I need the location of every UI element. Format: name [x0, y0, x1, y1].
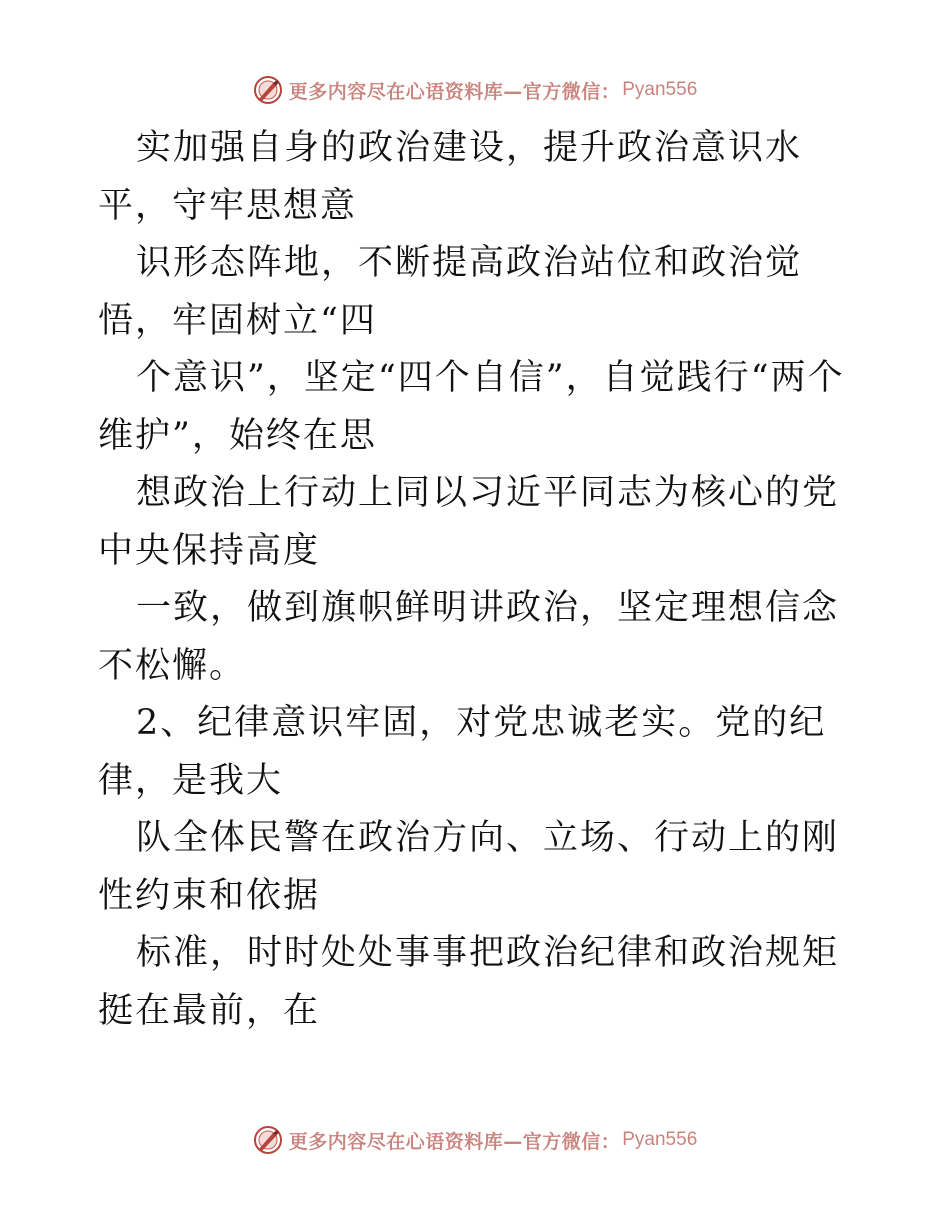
paragraph: 一致，做到旗帜鲜明讲政治，坚定理想信念不松懈。	[98, 588, 840, 686]
paragraph: 实加强自身的政治建设，提升政治意识水平，守牢思想意	[98, 128, 803, 226]
wechat-id: Pyan556	[622, 1129, 698, 1150]
banner-text: 更多内容尽在心语资料库—官方微信：	[288, 1130, 621, 1153]
paragraph: 2、纪律意识牢固，对党忠诚老实。党的纪律，是我大	[98, 703, 827, 801]
paragraph: 个意识”，坚定“四个自信”，自觉践行“两个维护”，始终在思	[98, 358, 845, 456]
red-pen-logo-icon	[253, 75, 283, 105]
wechat-id: Pyan556	[622, 79, 698, 100]
document-body	[98, 120, 858, 1040]
paragraph: 队全体民警在政治方向、立场、行动上的刚性约束和依据	[98, 818, 840, 916]
paragraph: 识形态阵地，不断提高政治站位和政治觉悟，牢固树立“四	[98, 243, 803, 341]
paragraph: 标准，时时处处事事把政治纪律和政治规矩挺在最前，在	[98, 933, 840, 1031]
footer-watermark	[0, 1120, 950, 1160]
header-watermark	[0, 70, 950, 110]
banner-text: 更多内容尽在心语资料库—官方微信：	[288, 80, 621, 103]
red-pen-logo-icon	[253, 1125, 283, 1155]
paragraph: 想政治上行动上同以习近平同志为核心的党中央保持高度	[98, 473, 840, 571]
